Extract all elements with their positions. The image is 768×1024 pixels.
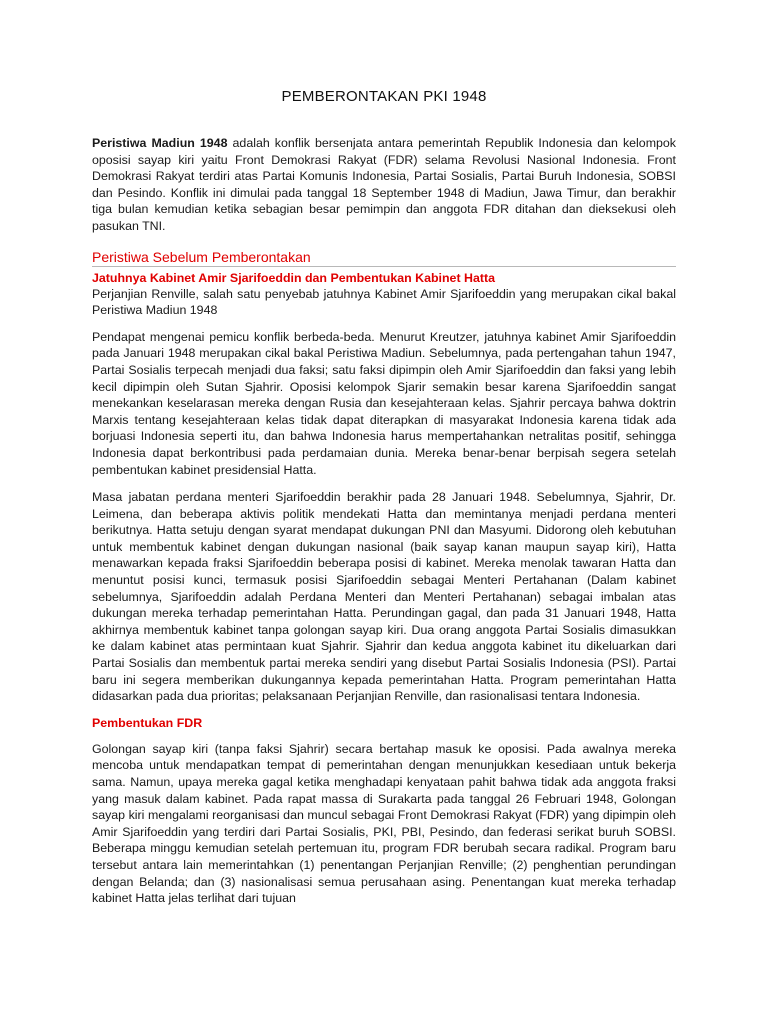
section-heading-before-rebellion: Peristiwa Sebelum Pemberontakan xyxy=(92,249,676,267)
document-title: PEMBERONTAKAN PKI 1948 xyxy=(281,88,487,105)
renville-caption: Perjanjian Renville, salah satu penyebab jatuhnya Kabinet Amir Sjarifoeddin yang merupakan cikal bakal Peristiwa Madiun 1948 xyxy=(92,286,676,318)
intro-paragraph xyxy=(92,135,676,235)
paragraph-fdr: Golongan sayap kiri (tanpa faksi Sjahrir) secara bertahap masuk ke oposisi. Pada awalnya mereka mencoba untuk mendapatkan tempat di pemerintahan dengan menunjukkan kesediaan untuk bekerja sama. Namun, upaya mereka gagal ketika menghadapi kenyataan pahit bahwa tidak ada anggota fraksi yang masuk dalam kabinet. Pada rapat massa di Surakarta pada tanggal 26 Februari 1948, Golongan sayap kiri mengalami reorganisasi dan muncul sebagai Front Demokrasi Rakyat (FDR) yang dipimpin oleh Amir Sjarifoeddin yang terdiri dari Partai Sosialis, PKI, PBI, Pesindo, dan federasi serikat buruh SOBSI. Beberapa minggu kemudian setelah pertemuan itu, program FDR berubah secara radikal. Program baru tersebut antara lain memerintahkan (1) penentangan Perjanjian Renville; (2) penghentian perundingan dengan Belanda; dan (3) nasionalisasi semua perusahaan asing. Penentangan kuat mereka terhadap kabinet Hatta jelas terlihat dari tujuan xyxy=(92,741,676,906)
subheading-cabinet-fall: Jatuhnya Kabinet Amir Sjarifoeddin dan Pembentukan Kabinet Hatta xyxy=(92,270,495,285)
intro-text: adalah konflik bersenjata antara pemerintah Republik Indonesia dan kelompok oposisi sayap kiri yaitu Front Demokrasi Rakyat (FDR) selama Revolusi Nasional Indonesia. Front Demokrasi Rakyat terdiri atas Partai Komunis Indonesia, Partai Sosialis, Partai Buruh Indonesia, SOBSI dan Pesindo. Konflik ini dimulai pada tanggal 18 September 1948 di Madiun, Jawa Timur, dan berakhir tiga bulan kemudian ketika sebagian besar pemimpin dan anggota FDR ditahan dan dieksekusi oleh pasukan TNI. xyxy=(92,136,676,233)
intro-bold-term: Peristiwa Madiun 1948 xyxy=(92,136,228,150)
paragraph-hatta-cabinet: Masa jabatan perdana menteri Sjarifoeddin berakhir pada 28 Januari 1948. Sebelumnya, Sjahrir, Dr. Leimena, dan beberapa aktivis politik mendekati Hatta dan memintanya menjadi perdana menteri berikutnya. Hatta setuju dengan syarat mendapat dukungan PNI dan Masyumi. Didorong oleh kebutuhan untuk membentuk kabinet dengan dukungan nasional (baik sayap kanan maupun sayap kiri), Hatta menawarkan kepada fraksi Sjarifoeddin beberapa posisi di kabinet. Mereka menolak tawaran Hatta dan menuntut posisi kunci, termasuk posisi Sjarifoeddin sebagai Menteri Pertahanan (Dalam kabinet sebelumnya, Sjarifoeddin adalah Perdana Menteri dan Menteri Pertahanan) sebagai imbalan atas dukungan mereka terhadap pemerintahan Hatta. Perundingan gagal, dan pada 31 Januari 1948, Hatta akhirnya membentuk kabinet tanpa golongan sayap kiri. Dua orang anggota Partai Sosialis dimasukkan ke dalam kabinet atas permintaan kuat Sjahrir. Sjahrir dan kedua anggota kabinet itu dikeluarkan dari Partai Sosialis dan membentuk partai mereka sendiri yang disebut Partai Sosialis Indonesia (PSI). Partai baru ini segera memberikan dukungannya kepada pemerintahan Hatta. Program pemerintahan Hatta didasarkan pada dua prioritas; pelaksanaan Perjanjian Renville, dan rasionalisasi tentara Indonesia. xyxy=(92,490,676,704)
paragraph-conflict-trigger: Pendapat mengenai pemicu konflik berbeda-beda. Menurut Kreutzer, jatuhnya kabinet Amir Sjarifoeddin pada Januari 1948 merupakan cikal bakal Peristiwa Madiun. Sebelumnya, pada pertengahan tahun 1947, Partai Sosialis terpecah menjadi dua faksi; satu faksi dipimpin oleh Amir Sjarifoeddin dan faksi yang lebih kecil dipimpin oleh Sutan Sjahrir. Oposisi kelompok Sjarir semakin besar karena Sjarifoeddin sangat menekankan keselarasan mereka dengan Rusia dan kesejahteraan kelas. Sjahrir percaya bahwa doktrin Marxis tentang kesejahteraan kelas tidak dapat diterapkan di masyarakat Indonesia karena tidak ada borjuasi Indonesia seperti itu, dan bahwa Indonesia harus mempertahankan netralitas positif, sehingga Indonesia dapat berkontribusi pada perdamaian dunia. Mereka benar-benar berpisah segera setelah pembentukan kabinet presidensial Hatta. xyxy=(92,329,676,477)
subheading-fdr-formation: Pembentukan FDR xyxy=(92,715,203,730)
